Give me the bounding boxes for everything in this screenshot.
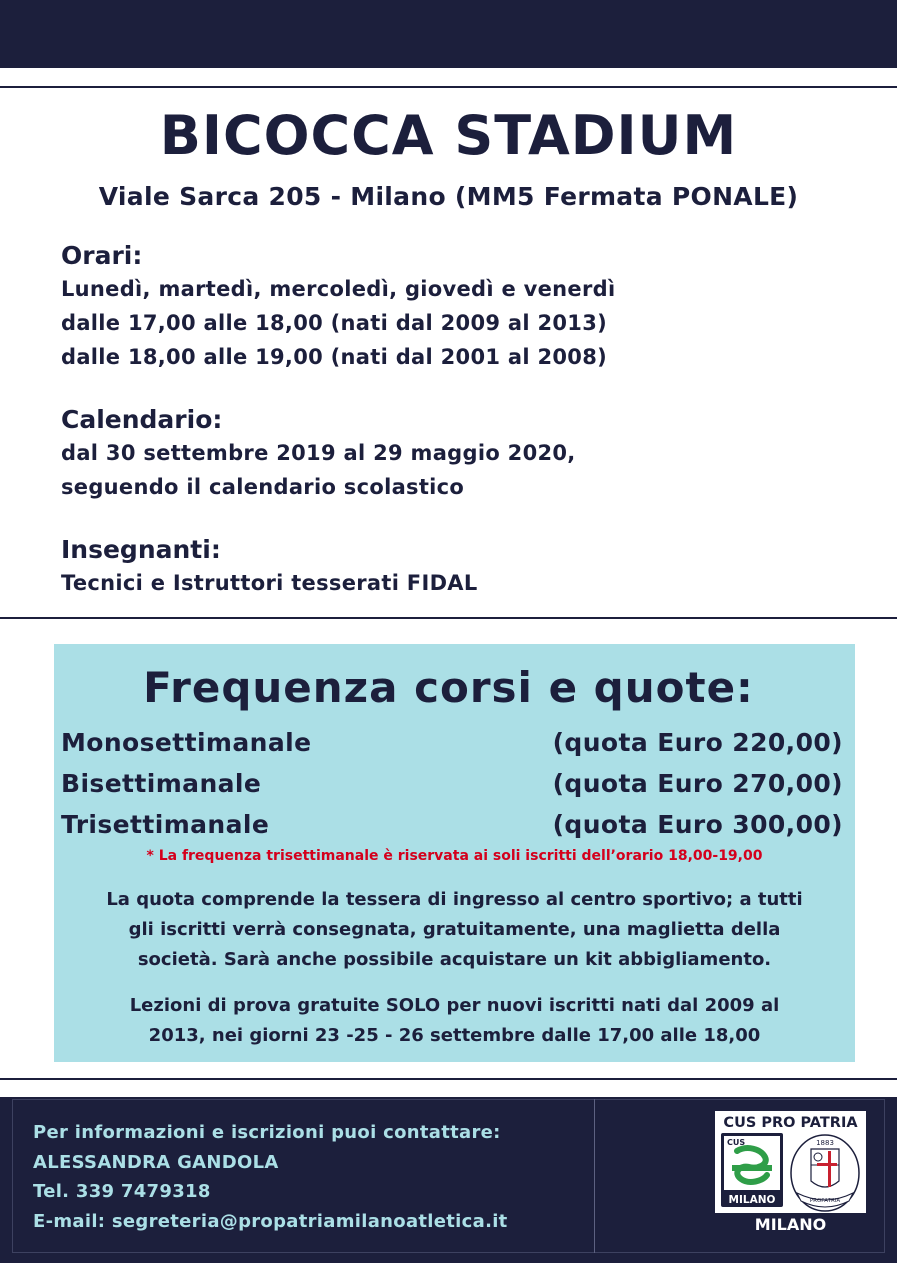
- logo-graphic: [715, 1111, 866, 1235]
- bottom-divider: [0, 1078, 897, 1080]
- contact-intro: Per informazioni e iscrizioni puoi contattare:: [33, 1122, 501, 1143]
- course-name: Monosettimanale: [61, 728, 312, 757]
- paragraph-line: 2013, nei giorni 23 -25 - 26 settembre dalle 17,00 alle 18,00: [148, 1025, 761, 1046]
- cus-badge-label: CUS: [727, 1138, 746, 1147]
- logo-top-text: CUS PRO PATRIA: [723, 1115, 858, 1131]
- crest-cross-icon: [828, 1151, 831, 1187]
- paragraph-line: società. Sarà anche possibile acquistare un kit abbigliamento.: [137, 949, 772, 970]
- orari-line: Lunedì, martedì, mercoledì, giovedì e venerdì: [61, 277, 616, 301]
- calendario-heading: Calendario:: [61, 405, 223, 434]
- contact-email[interactable]: E-mail: segreteria@propatriamilanoatletica.it: [33, 1210, 508, 1232]
- middle-divider: [0, 617, 897, 619]
- course-name: Bisettimanale: [61, 769, 262, 798]
- contact-name: ALESSANDRA GANDOLA: [33, 1151, 279, 1173]
- orari-line: dalle 17,00 alle 18,00 (nati dal 2009 al 2013): [61, 311, 608, 335]
- address-subtitle: Viale Sarca 205 - Milano (MM5 Fermata PONALE): [98, 182, 799, 211]
- trial-lessons-paragraph: [54, 991, 855, 1051]
- cus-badge-city: MILANO: [728, 1194, 776, 1206]
- paragraph-line: gli iscritti verrà consegnata, gratuitamente, una maglietta della: [128, 919, 781, 940]
- frequency-note: * La frequenza trisettimanale è riservata ai soli iscritti dell’orario 18,00-19,00: [146, 848, 763, 864]
- footer-divider: [594, 1099, 595, 1253]
- course-row: [61, 805, 843, 845]
- orari-line: dalle 18,00 alle 19,00 (nati dal 2001 al 2008): [61, 345, 608, 369]
- paragraph-line: Lezioni di prova gratuite SOLO per nuovi iscritti nati dal 2009 al: [129, 995, 780, 1016]
- insegnanti-heading: Insegnanti:: [61, 535, 221, 564]
- top-divider: [0, 86, 897, 88]
- contact-phone[interactable]: Tel. 339 7479318: [33, 1181, 211, 1202]
- contact-info: [33, 1118, 508, 1236]
- insegnanti-section: [61, 534, 478, 600]
- pricing-title: Frequenza corsi e quote:: [143, 663, 754, 712]
- course-price: (quota Euro 220,00): [552, 728, 843, 757]
- paragraph-line: La quota comprende la tessera di ingresso al centro sportivo; a tutti: [106, 889, 803, 910]
- insegnanti-line: Tecnici e Istruttori tesserati FIDAL: [61, 571, 478, 595]
- cus-pro-patria-logo: [715, 1111, 866, 1235]
- course-price: (quota Euro 270,00): [552, 769, 843, 798]
- membership-paragraph: [54, 885, 855, 975]
- course-row: [61, 764, 843, 804]
- calendario-section: [61, 404, 576, 504]
- page-title: BICOCCA STADIUM: [159, 104, 738, 167]
- logo-bottom-text: MILANO: [754, 1215, 827, 1234]
- calendario-line: seguendo il calendario scolastico: [61, 475, 465, 499]
- course-row: [61, 723, 843, 763]
- crest-banner-text: PROPATRIA: [809, 1198, 841, 1204]
- course-name: Trisettimanale: [61, 810, 270, 839]
- orari-heading: Orari:: [61, 241, 143, 270]
- top-banner: [0, 0, 897, 68]
- crest-year: 1883: [816, 1139, 834, 1147]
- calendario-line: dal 30 settembre 2019 al 29 maggio 2020,: [61, 441, 576, 465]
- orari-section: [61, 240, 615, 374]
- course-price: (quota Euro 300,00): [552, 810, 843, 839]
